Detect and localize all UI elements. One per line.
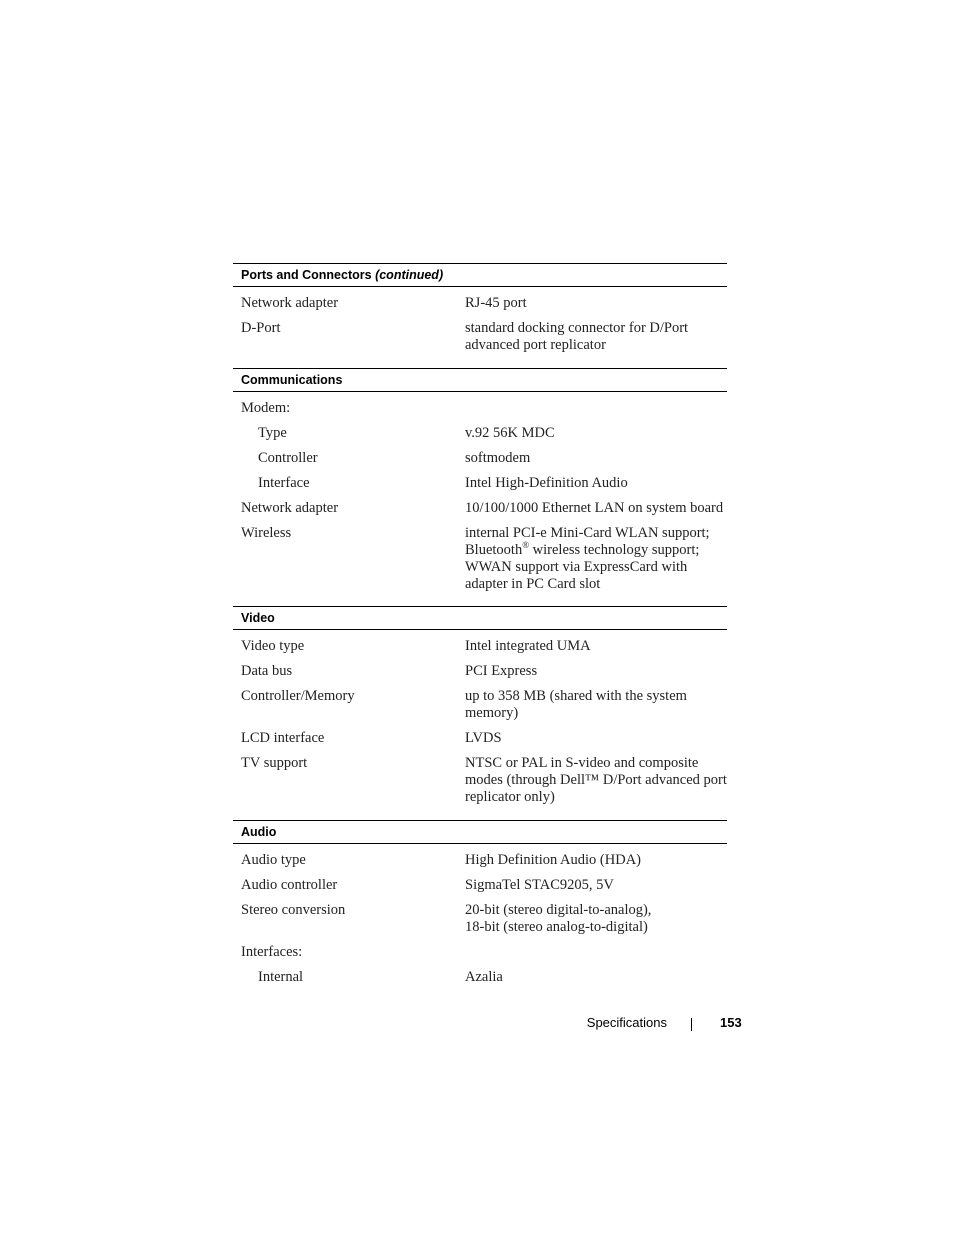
section-title: Video	[241, 611, 275, 625]
spec-row	[233, 475, 727, 492]
spec-value	[465, 400, 727, 417]
spec-row	[233, 944, 727, 961]
section-heading	[233, 368, 727, 392]
spec-row	[233, 400, 727, 417]
spec-row	[233, 500, 727, 517]
spec-label: Stereo conversion	[241, 902, 346, 918]
spec-label: Network adapter	[241, 500, 339, 516]
section-communications	[233, 368, 727, 593]
spec-label: Wireless	[241, 525, 292, 541]
spec-label: Interfaces:	[241, 944, 303, 960]
spec-value	[465, 902, 727, 936]
spec-value: up to 358 MB (shared with the system memory)	[465, 688, 687, 721]
spec-label: LCD interface	[241, 730, 325, 746]
section-title: Communications	[241, 373, 343, 387]
spec-row	[233, 450, 727, 467]
spec-value: softmodem	[465, 450, 531, 466]
spec-row	[233, 663, 727, 680]
spec-row	[233, 902, 727, 936]
page-footer	[0, 1015, 954, 1035]
section-video	[233, 606, 727, 806]
spec-row	[233, 425, 727, 442]
spec-label: Controller	[258, 450, 318, 466]
spec-value: Azalia	[465, 969, 503, 985]
spec-value: LVDS	[465, 730, 502, 746]
section-heading	[233, 263, 727, 287]
spec-label: Data bus	[241, 663, 293, 679]
section-title-suffix: (continued)	[375, 268, 444, 282]
spec-value: 10/100/1000 Ethernet LAN on system board	[465, 500, 724, 516]
spec-value	[465, 944, 727, 961]
spec-label: Audio type	[241, 852, 306, 868]
spec-row	[233, 638, 727, 655]
spec-row	[233, 877, 727, 894]
spec-value: SigmaTel STAC9205, 5V	[465, 877, 614, 893]
section-heading	[233, 606, 727, 630]
spec-value: Intel High-Definition Audio	[465, 475, 628, 491]
value-text: internal PCI-e Mini-Card WLAN support; Bluetooth	[465, 525, 710, 558]
spec-row	[233, 755, 727, 806]
spec-row	[233, 525, 727, 593]
spec-label: Audio controller	[241, 877, 338, 893]
section-ports-and-connectors	[233, 263, 727, 354]
value-line: 20-bit (stereo digital-to-analog),	[465, 902, 652, 918]
spec-row	[233, 969, 727, 986]
spec-label: D-Port	[241, 320, 281, 336]
spec-row	[233, 295, 727, 312]
spec-value: PCI Express	[465, 663, 538, 679]
section-audio	[233, 820, 727, 986]
spec-label: Controller/Memory	[241, 688, 355, 704]
spec-label: Network adapter	[241, 295, 339, 311]
section-title: Ports and Connectors	[241, 268, 372, 282]
spec-label: Video type	[241, 638, 305, 654]
spec-value	[465, 525, 727, 593]
value-text: wireless technology support; WWAN support via ExpressCard with adapter in PC Card slot	[465, 542, 700, 592]
spec-row	[233, 320, 727, 354]
footer-divider	[691, 1018, 692, 1031]
spec-label: Interface	[258, 475, 310, 491]
spec-value: High Definition Audio (HDA)	[465, 852, 641, 868]
section-heading	[233, 820, 727, 844]
spec-label: TV support	[241, 755, 308, 771]
spec-value: standard docking connector for D/Port advanced port replicator	[465, 320, 689, 353]
spec-row	[233, 688, 727, 722]
spec-label: Modem:	[241, 400, 291, 416]
spec-value: Intel integrated UMA	[465, 638, 591, 654]
spec-value: RJ-45 port	[465, 295, 527, 311]
spec-row	[233, 730, 727, 747]
registered-mark: ®	[522, 540, 530, 550]
page-number: 153	[720, 1015, 742, 1030]
spec-row	[233, 852, 727, 869]
spec-label: Internal	[258, 969, 304, 985]
section-title: Audio	[241, 825, 277, 839]
spec-value: NTSC or PAL in S-video and composite modes (through Dell™ D/Port advanced port replicator only)	[465, 755, 727, 805]
spec-value: v.92 56K MDC	[465, 425, 555, 441]
value-line: 18-bit (stereo analog-to-digital)	[465, 919, 648, 935]
footer-title: Specifications	[586, 1015, 667, 1030]
spec-label: Type	[258, 425, 287, 441]
